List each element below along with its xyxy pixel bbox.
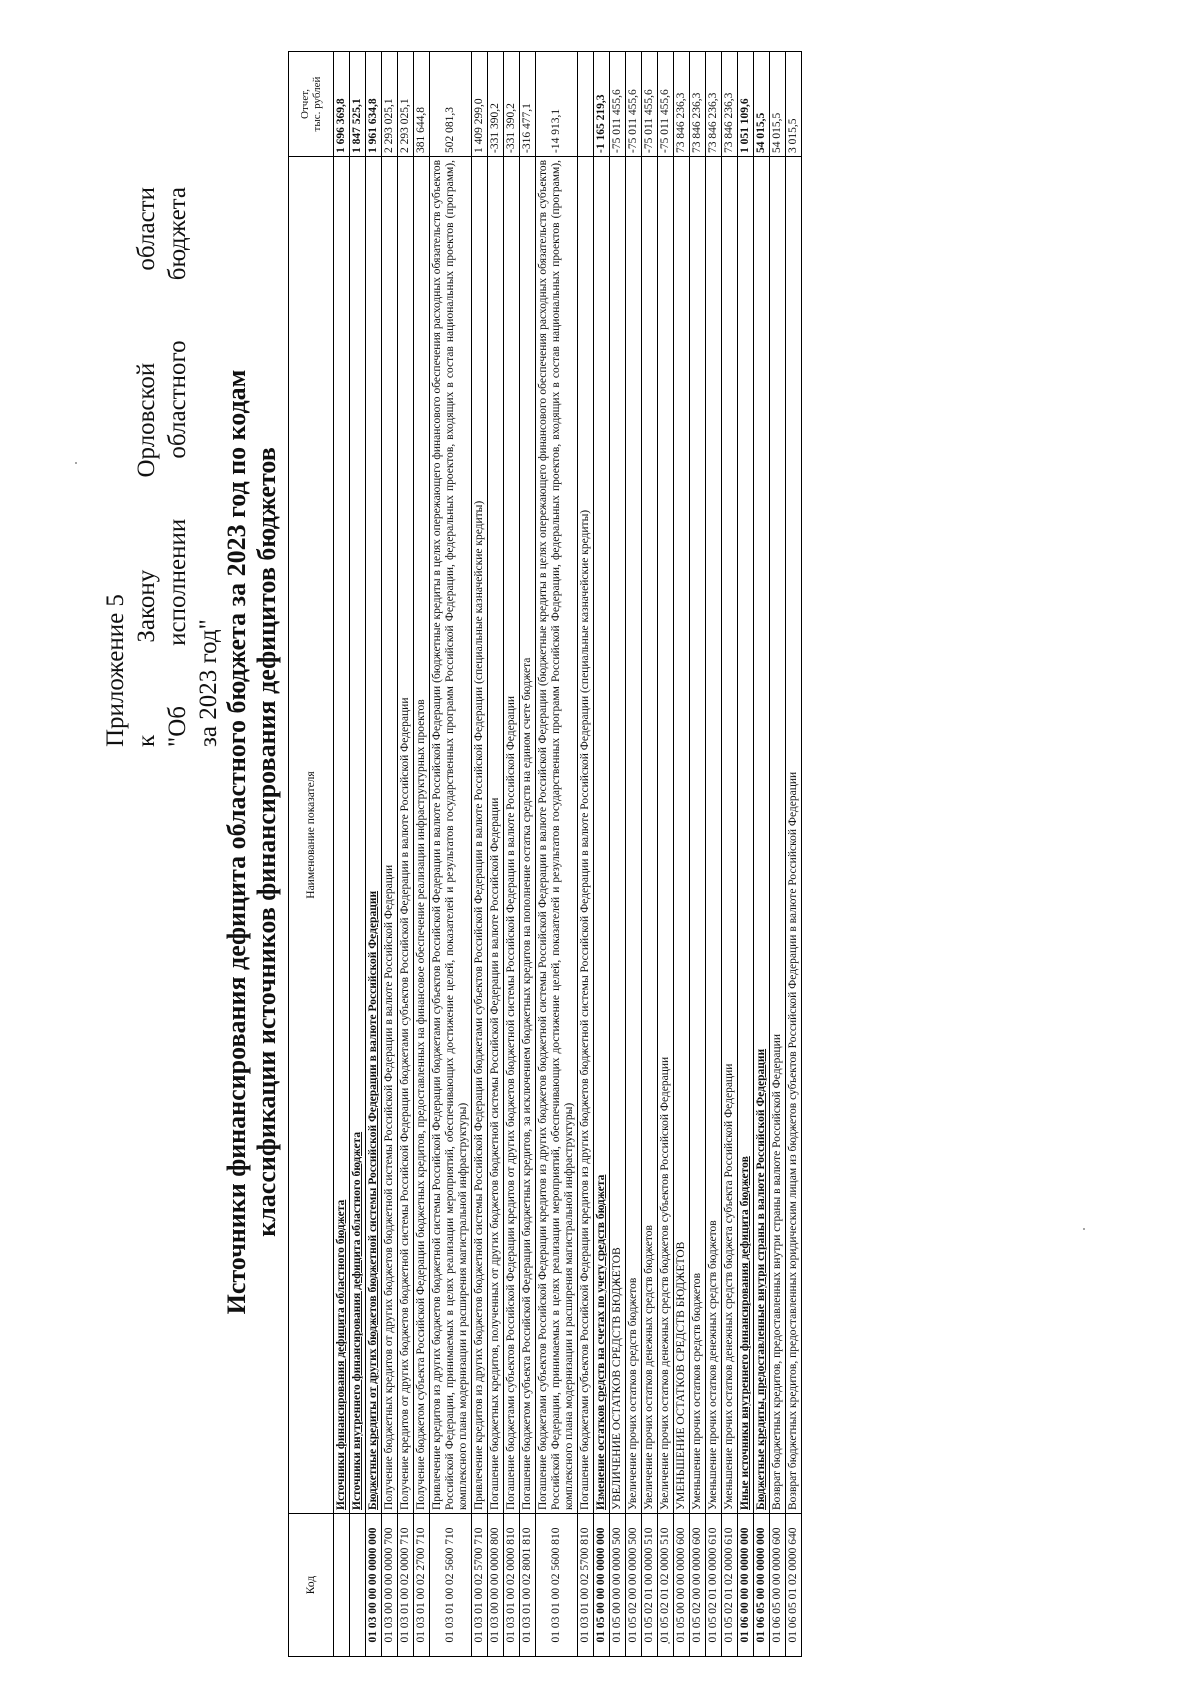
row-name: Источники финансирования дефицита областного бюджета: [334, 157, 350, 1514]
row-name: Возврат бюджетных кредитов, предоставленных внутри страны в валюте Российской Федерации: [770, 157, 786, 1514]
header-amount: [289, 52, 334, 157]
table-body: [334, 52, 802, 1657]
row-name: Иные источники внутреннего финансирования дефицита бюджетов: [738, 157, 754, 1514]
row-name: Погашение бюджетами субъектов Российской Федерации кредитов из других бюджетов бюджетной системы Российской Федерации в валюте Российской Федерации (бюджетные кредиты в целях опережающего финансового обеспечения расходных обязательств субъектов Российской Федерации, принимаемых в целях реализации мероприятий, обеспечивающих достижение целей, показателей и результатов государственных программ Российской Федерации, федеральных проектов, входящих в состав национальных проектов (программ), комплексного плана модернизации и расширения магистральной инфраструктуры): [536, 157, 578, 1514]
row-name: УВЕЛИЧЕНИЕ ОСТАТКОВ СРЕДСТВ БЮДЖЕТОВ: [610, 157, 626, 1514]
row-code: [350, 1514, 366, 1657]
row-name: Привлечение кредитов из других бюджетов бюджетной системы Российской Федерации бюджетами субъектов Российской Федерации в валюте Российской Федерации (специальные казначейские кредиты): [472, 157, 488, 1514]
appendix-number: Приложение 5: [102, 594, 129, 747]
appendix-word: "Об: [164, 706, 191, 747]
row-name: Получение бюджетных кредитов от других бюджетов бюджетной системы Российской Федерации в валюте Российской Федерации: [382, 157, 398, 1514]
row-amount: 73 846 236,3: [674, 52, 690, 157]
row-amount: 1 409 299,0: [472, 52, 488, 157]
row-amount: 2 293 025,1: [382, 52, 398, 157]
table-row: [754, 52, 770, 1657]
row-amount: -75 011 455,6: [626, 52, 642, 157]
row-code: 01 03 01 00 02 8001 810: [520, 1514, 536, 1657]
table-row: [738, 52, 754, 1657]
table-row: [398, 52, 414, 1657]
appendix-word: областного: [164, 340, 191, 459]
table-row: [472, 52, 488, 1657]
table-row: [504, 52, 520, 1657]
table-row: [520, 52, 536, 1657]
row-amount: 54 015,5: [770, 52, 786, 157]
row-code: 01 03 01 00 02 5600 710: [430, 1514, 472, 1657]
row-name: Погашение бюджетами субъектов Российской Федерации кредитов от других бюджетов бюджетной системы Российской Федерации в валюте Российской Федерации: [504, 157, 520, 1514]
table-header-row: [289, 52, 334, 1657]
row-amount: -316 477,1: [520, 52, 536, 157]
table-row: [350, 52, 366, 1657]
appendix-law-line: [131, 187, 162, 747]
appendix-word: области: [133, 187, 160, 271]
row-amount: 73 846 236,3: [690, 52, 706, 157]
table-row: [536, 52, 578, 1657]
row-code: 01 05 02 01 02 0000 510: [658, 1514, 674, 1657]
row-amount: -75 011 455,6: [642, 52, 658, 157]
header-amount-line-2: тыс. рублей: [311, 76, 323, 132]
title-line-2: классификации источников финансирования дефицитов бюджетов: [252, 447, 281, 1237]
document-title: [222, 142, 282, 1542]
table-row: [594, 52, 610, 1657]
scan-speck: [75, 462, 77, 464]
row-code: 01 05 02 01 00 0000 610: [706, 1514, 722, 1657]
table-row: [706, 52, 722, 1657]
row-code: 01 05 02 00 00 0000 500: [626, 1514, 642, 1657]
table-row: [690, 52, 706, 1657]
row-name: Бюджетные кредиты, предоставленные внутри страны в валюте Российской Федерации: [754, 157, 770, 1514]
row-name: Источники внутреннего финансирования дефицита областного бюджета: [350, 157, 366, 1514]
row-code: 01 03 01 00 02 5600 810: [536, 1514, 578, 1657]
appendix-word: к: [133, 734, 160, 747]
appendix-word: исполнении: [164, 518, 191, 646]
table-row: [658, 52, 674, 1657]
row-amount: -331 390,2: [488, 52, 504, 157]
row-name: Получение бюджетом субъекта Российской Федерации бюджетных кредитов, предоставленных на финансовое обеспечение реализации инфраструктурных проектов: [414, 157, 430, 1514]
row-amount: 54 015,5: [754, 52, 770, 157]
row-name: Бюджетные кредиты от других бюджетов бюджетной системы Российской Федерации в валюте Российской Федерации: [366, 157, 382, 1514]
table-row: [674, 52, 690, 1657]
row-name: УМЕНЬШЕНИЕ ОСТАТКОВ СРЕДСТВ БЮДЖЕТОВ: [674, 157, 690, 1514]
row-amount: -75 011 455,6: [658, 52, 674, 157]
table-row: [786, 52, 802, 1657]
row-name: Изменение остатков средств на счетах по учету средств бюджета: [594, 157, 610, 1514]
table-row: [430, 52, 472, 1657]
row-name: Увеличение прочих остатков денежных средств бюджетов: [642, 157, 658, 1514]
row-code: 01 05 00 00 00 0000 000: [594, 1514, 610, 1657]
row-amount: 1 051 109,6: [738, 52, 754, 157]
row-amount: 1 696 369,8: [334, 52, 350, 157]
table-row: [414, 52, 430, 1657]
table-row: [642, 52, 658, 1657]
row-code: 01 05 02 00 00 0000 600: [690, 1514, 706, 1657]
row-amount: 2 293 025,1: [398, 52, 414, 157]
title-line-1: Источники финансирования дефицита областного бюджета за 2023 год по кодам: [222, 369, 251, 1315]
table-row: [382, 52, 398, 1657]
row-code: 01 06 05 00 00 0000 000: [754, 1514, 770, 1657]
appendix-word: Орловской: [133, 362, 160, 478]
row-code: 01 03 01 00 02 5700 810: [578, 1514, 594, 1657]
row-amount: 1 961 634,8: [366, 52, 382, 157]
row-code: 01 05 00 00 00 0000 600: [674, 1514, 690, 1657]
scan-speck: [1083, 1228, 1085, 1230]
table-row: [334, 52, 350, 1657]
row-code: 01 06 05 01 02 0000 640: [786, 1514, 802, 1657]
scan-speck: [668, 1642, 670, 1644]
row-code: 01 05 02 01 00 0000 510: [642, 1514, 658, 1657]
row-code: 01 05 02 01 02 0000 610: [722, 1514, 738, 1657]
row-amount: -14 913,1: [536, 52, 578, 157]
table-row: [722, 52, 738, 1657]
table-row: [626, 52, 642, 1657]
row-code: 01 06 00 00 00 0000 000: [738, 1514, 754, 1657]
row-code: 01 03 01 00 02 0000 810: [504, 1514, 520, 1657]
table-row: [366, 52, 382, 1657]
row-code: 01 03 01 00 02 5700 710: [472, 1514, 488, 1657]
table-row: [488, 52, 504, 1657]
header-name: Наименование показателя: [289, 157, 334, 1514]
appendix-header: [100, 107, 224, 747]
row-amount: 1 847 525,1: [350, 52, 366, 157]
row-name: Возврат бюджетных кредитов, предоставленных юридическим лицам из бюджетов субъектов Российской Федерации в валюте Российской Федерации: [786, 157, 802, 1514]
header-code: Код: [289, 1514, 334, 1657]
appendix-word: бюджета: [164, 187, 191, 281]
row-amount: 73 846 236,3: [706, 52, 722, 157]
row-name: Уменьшение прочих остатков денежных средств бюджетов: [706, 157, 722, 1514]
row-name: Получение кредитов от других бюджетов бюджетной системы Российской Федерации бюджетами субъектов Российской Федерации в валюте Российской Федерации: [398, 157, 414, 1514]
row-code: 01 03 01 00 02 0000 710: [398, 1514, 414, 1657]
row-name: Уменьшение прочих остатков денежных средств бюджета субъекта Российской Федерации: [722, 157, 738, 1514]
row-name: Увеличение прочих остатков средств бюджетов: [626, 157, 642, 1514]
row-name: Привлечение кредитов из других бюджетов бюджетной системы Российской Федерации бюджетами субъектов Российской Федерации в валюте Российской Федерации (бюджетные кредиты в целях опережающего финансового обеспечения расходных обязательств субъектов Российской Федерации, принимаемых в целях реализации мероприятий, обеспечивающих достижение целей, показателей и результатов государственных программ Российской Федерации, федеральных проектов, входящих в состав национальных проектов (программ), комплексного плана модернизации и расширения магистральной инфраструктуры): [430, 157, 472, 1514]
row-code: 01 03 01 00 02 2700 710: [414, 1514, 430, 1657]
row-amount: 3 015,5: [786, 52, 802, 157]
header-amount-line-1: Отчет,: [299, 89, 311, 119]
row-name: Погашение бюджетных кредитов, полученных от других бюджетов бюджетной системы Российской Федерации в валюте Российской Федерации: [488, 157, 504, 1514]
row-code: 01 03 00 00 00 0000 700: [382, 1514, 398, 1657]
row-code: 01 06 05 00 00 0000 600: [770, 1514, 786, 1657]
row-amount: -331 390,2: [504, 52, 520, 157]
row-amount: -1 165 219,3: [594, 52, 610, 157]
row-code: 01 05 00 00 00 0000 500: [610, 1514, 626, 1657]
appendix-word: Закону: [133, 569, 160, 643]
row-amount: 502 081,3: [430, 52, 472, 157]
row-name: Увеличение прочих остатков денежных средств бюджетов субъектов Российской Федерации: [658, 157, 674, 1514]
row-name: Погашение бюджетом субъекта Российской Федерации бюджетных кредитов, за исключением бюджетных кредитов на пополнение остатка средств на едином счете бюджета: [520, 157, 536, 1514]
row-code: 01 03 00 00 00 0000 800: [488, 1514, 504, 1657]
row-name: Уменьшение прочих остатков средств бюджетов: [690, 157, 706, 1514]
row-amount: -75 011 455,6: [610, 52, 626, 157]
row-code: [334, 1514, 350, 1657]
row-name: Погашение бюджетами субъектов Российской Федерации кредитов из других бюджетов бюджетной системы Российской Федерации в валюте Российской Федерации (специальные казначейские кредиты): [578, 157, 594, 1514]
appendix-law-title-line: [162, 187, 193, 747]
table-row: [770, 52, 786, 1657]
sources-table: [288, 51, 802, 1657]
row-amount: [578, 52, 594, 157]
row-amount: 381 644,8: [414, 52, 430, 157]
row-code: 01 03 00 00 00 0000 000: [366, 1514, 382, 1657]
appendix-year: за 2023 год": [195, 619, 222, 747]
row-amount: 73 846 236,3: [722, 52, 738, 157]
table-row: [578, 52, 594, 1657]
table-row: [610, 52, 626, 1657]
